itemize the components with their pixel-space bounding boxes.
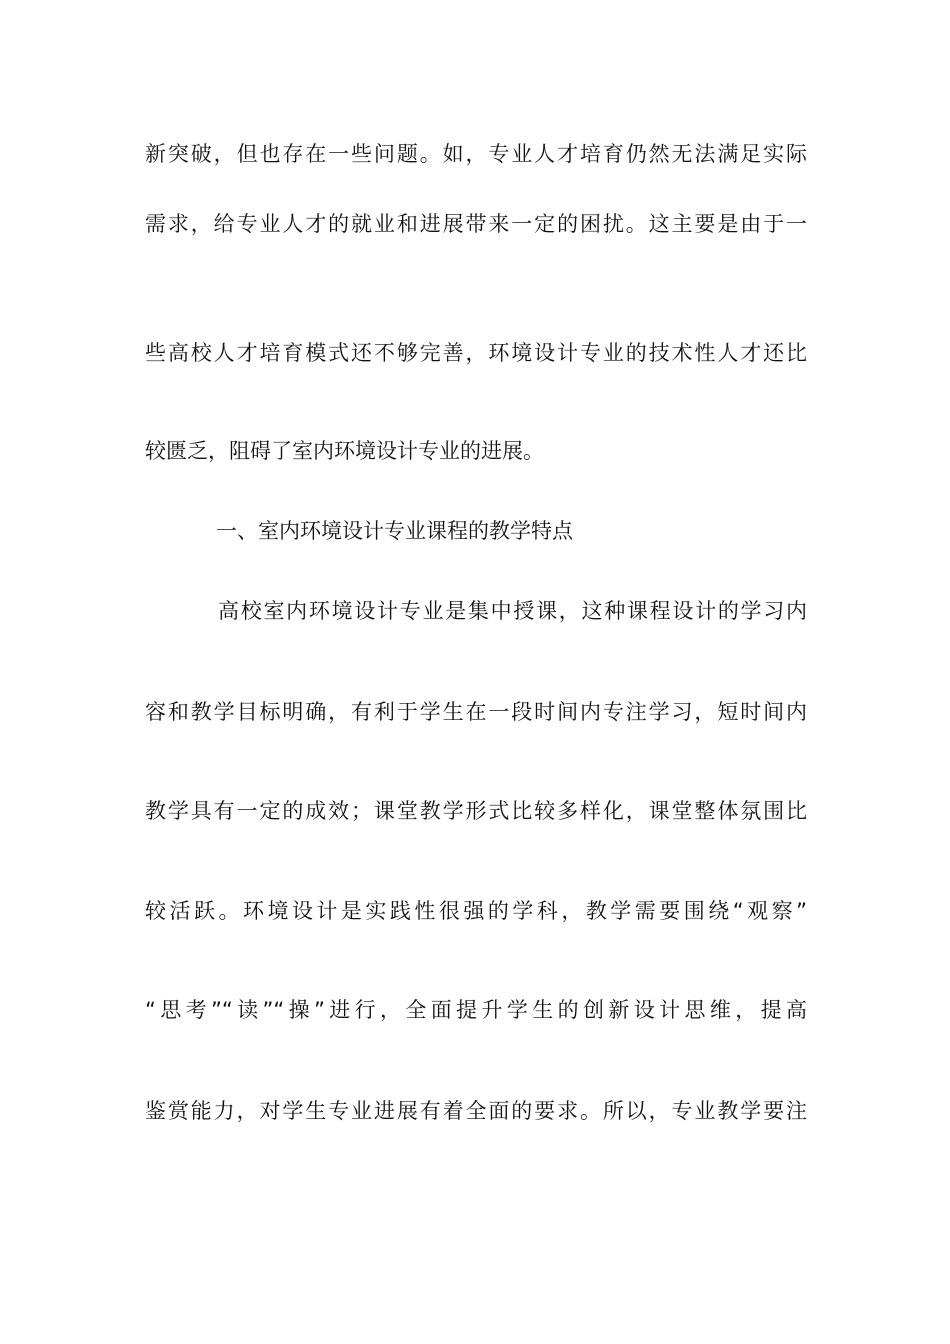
paragraph-line: 高校室内环境设计专业是集中授课，这种课程设计的学习内 xyxy=(218,599,807,623)
paragraph-line: 较活跃。环境设计是实践性很强的学科，教学需要围绕“观察” xyxy=(145,899,807,923)
paragraph-line: 容和教学目标明确，有利于学生在一段时间内专注学习，短时间内 xyxy=(145,700,807,724)
paragraph-line: “思考”“读”“操”进行，全面提升学生的创新设计思维，提高 xyxy=(145,998,807,1022)
paragraph-line: 些高校人才培育模式还不够完善，环境设计专业的技术性人才还比 xyxy=(145,341,807,365)
paragraph-line: 教学具有一定的成效；课堂教学形式比较多样化，课堂整体氛围比 xyxy=(145,799,807,823)
section-heading: 一、室内环境设计专业课程的教学特点 xyxy=(216,519,573,543)
paragraph-line: 新突破，但也存在一些问题。如，专业人才培育仍然无法满足实际 xyxy=(145,142,807,166)
paragraph-line: 需求，给专业人才的就业和进展带来一定的困扰。这主要是由于一 xyxy=(145,212,807,236)
paragraph-line: 鉴赏能力，对学生专业进展有着全面的要求。所以，专业教学要注 xyxy=(145,1099,807,1123)
paragraph-line: 较匮乏，阻碍了室内环境设计专业的进展。 xyxy=(145,439,544,463)
